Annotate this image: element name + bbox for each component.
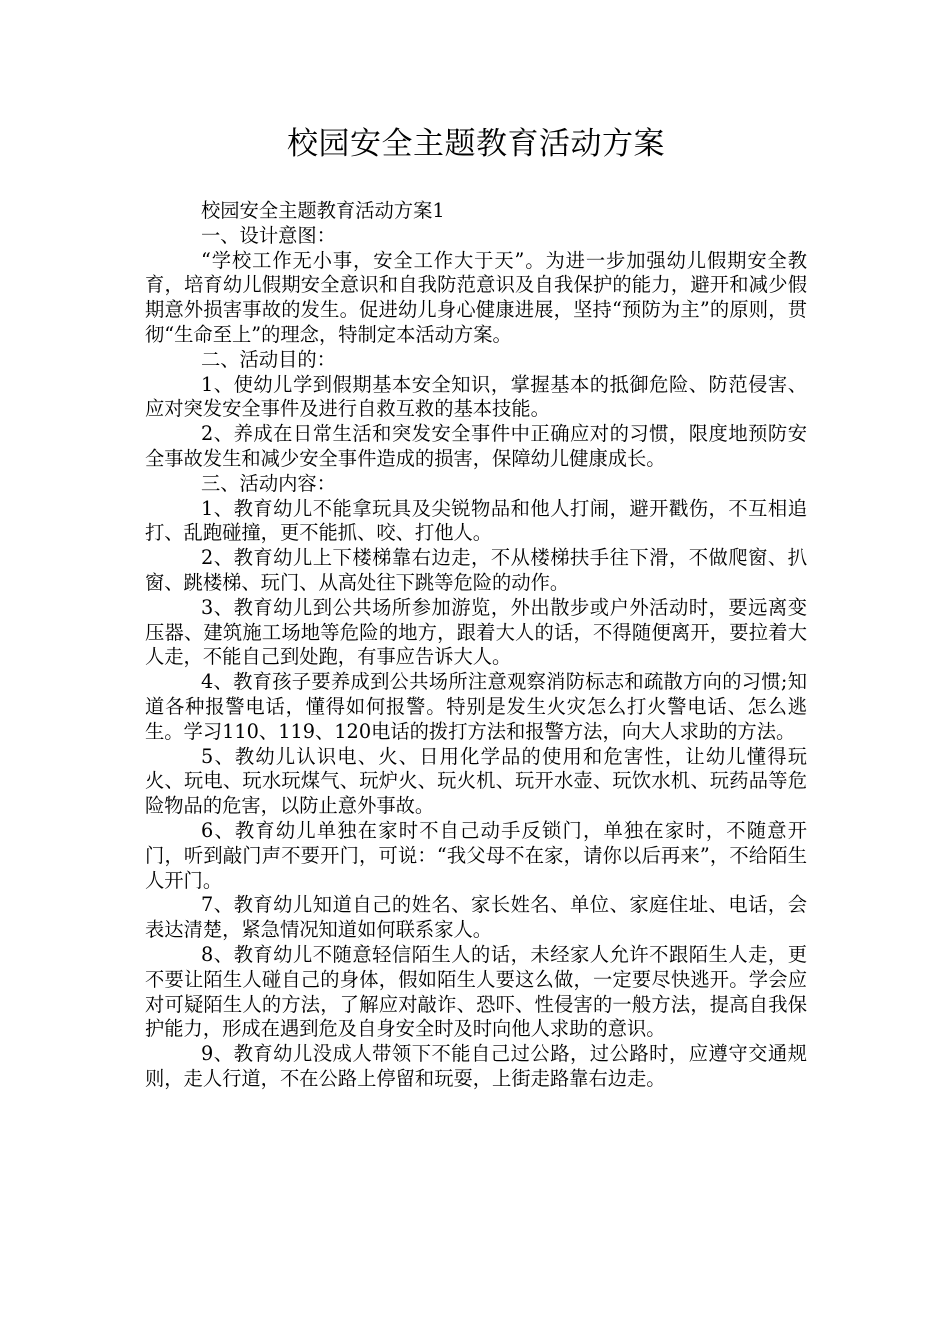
document-title: 校园安全主题教育活动方案 bbox=[287, 126, 665, 162]
paragraph-content-3: 3、教育幼儿到公共场所参加游览，外出散步或户外活动时，要远离变压器、建筑施工场地等危险的地方，跟着大人的话，不得随便离开，要拉着大人走，不能自己到处跑，有事应告诉大人。 bbox=[145, 595, 807, 669]
paragraph-content-4: 4、教育孩子要养成到公共场所注意观察消防标志和疏散方向的习惯;知道各种报警电话，懂得如何报警。特别是发生火灾怎么打火警电话、怎么逃生。学习110、119、120电话的拨打方法和报警方法，向大人求助的方法。 bbox=[145, 670, 807, 743]
paragraph-subtitle: 校园安全主题教育活动方案1 bbox=[201, 199, 445, 222]
paragraph-content-1: 1、教育幼儿不能拿玩具及尖锐物品和他人打闹，避开戳伤，不互相追打、乱跑碰撞，更不能抓、咬、打他人。 bbox=[145, 496, 807, 545]
paragraph-content-2: 2、教育幼儿上下楼梯靠右边走，不从楼梯扶手往下滑，不做爬窗、扒窗、跳楼梯、玩门、从高处往下跳等危险的动作。 bbox=[145, 546, 807, 594]
paragraph-content-7: 7、教育幼儿知道自己的姓名、家长姓名、单位、家庭住址、电话，会表达清楚，紧急情况知道如何联系家人。 bbox=[145, 893, 807, 942]
paragraph-heading-content: 三、活动内容： bbox=[201, 471, 336, 495]
paragraph-content-6: 6、教育幼儿单独在家时不自己动手反锁门，单独在家时，不随意开门，听到敲门声不要开门，可说：“我父母不在家，请你以后再来”，不给陌生人开门。 bbox=[145, 818, 807, 892]
paragraph-heading-purpose: 二、活动目的： bbox=[201, 347, 336, 371]
document-body bbox=[145, 199, 807, 1092]
paragraph-purpose-1: 1、使幼儿学到假期基本安全知识，掌握基本的抵御危险、防范侵害、应对突发安全事件及进行自救互救的基本技能。 bbox=[145, 372, 807, 421]
paragraph-heading-design: 一、设计意图： bbox=[201, 223, 336, 247]
document-page bbox=[145, 0, 807, 1344]
paragraph-content-5: 5、教幼儿认识电、火、日用化学品的使用和危害性，让幼儿懂得玩火、玩电、玩水玩煤气、玩炉火、玩火机、玩开水壶、玩饮水机、玩药品等危险物品的危害，以防止意外事故。 bbox=[145, 744, 807, 818]
paragraph-content-9: 9、教育幼儿没成人带领下不能自己过公路，过公路时，应遵守交通规则，走人行道，不在公路上停留和玩耍，上街走路靠右边走。 bbox=[145, 1042, 807, 1090]
paragraph-purpose-2: 2、养成在日常生活和突发安全事件中正确应对的习惯，限度地预防安全事故发生和减少安全事件造成的损害，保障幼儿健康成长。 bbox=[145, 422, 807, 470]
paragraph-content-8: 8、教育幼儿不随意轻信陌生人的话，未经家人允许不跟陌生人走，更不要让陌生人碰自己的身体，假如陌生人要这么做，一定要尽快逃开。学会应对可疑陌生人的方法，了解应对敲诈、恐吓、性侵害的一般方法，提高自我保护能力，形成在遇到危及自身安全时及时向他人求助的意识。 bbox=[145, 942, 807, 1041]
paragraph-design-intent: “学校工作无小事，安全工作大于天”。为进一步加强幼儿假期安全教育，培育幼儿假期安全意识和自我防范意识及自我保护的能力，避开和减少假期意外损害事故的发生。促进幼儿身心健康进展，坚持“预防为主”的原则，贯彻“生命至上”的理念，特制定本活动方案。 bbox=[145, 248, 807, 346]
